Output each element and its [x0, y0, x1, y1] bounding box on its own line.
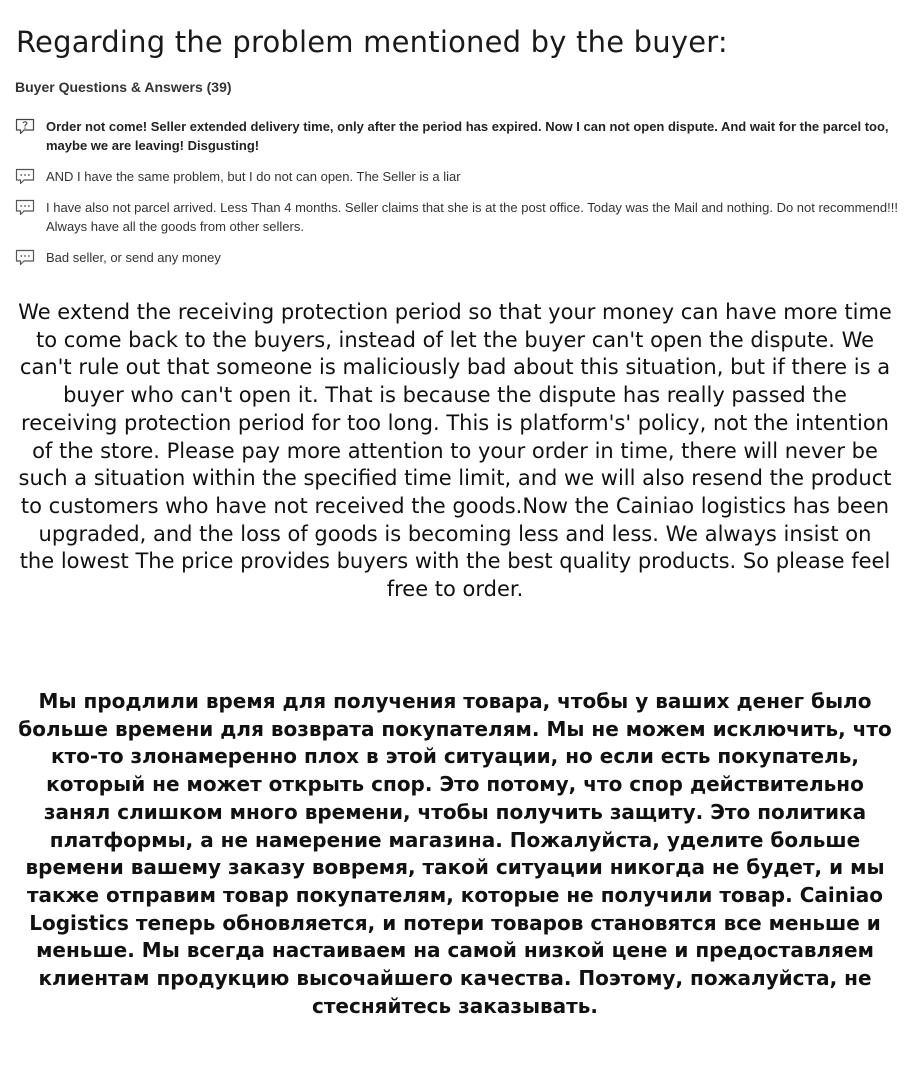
qa-answer-text: AND I have the same problem, but I do not can open. The Seller is a liar	[46, 169, 461, 184]
qa-question	[15, 117, 900, 155]
seller-response-russian: Мы продлили время для получения товара, чтобы у ваших денег было больше времени для возврата покупателям. Мы не можем исключить, что кто-то злонамеренно плох в этой ситуации, но если есть покупатель, который не может открыть спор. Это потому, что спор действительно занял слишком много времени, чтобы получить защиту. Это политика платформы, а не намерение магазина. Пожалуйста, уделите больше времени вашему заказу вовремя, такой ситуации никогда не будет, и мы также отправим товар покупателям, которые не получили товар. Cainiao Logistics теперь обновляется, и потери товаров становятся все меньше и меньше. Мы всегда настаиваем на самой низкой цене и предоставляем клиентам продукцию высочайшего качества. Поэтому, пожалуйста, не стесняйтесь заказывать.	[18, 689, 892, 1018]
seller-response-english: We extend the receiving protection period so that your money can have more time to come back to the buyers, instead of let the buyer can't open the dispute. We can't rule out that someone is maliciously bad about this situation, but if there is a buyer who can't open it. That is because the dispute has really passed the receiving protection period for too long. This is platform's' policy, not the intention of the store. Please pay more attention to your order in time, there will never be such a situation within the specified time limit, and we will also resend the product to customers who have not received the goods.Now the Cainiao logistics has been upgraded, and the loss of goods is becoming less and less. We always insist on the lowest The price provides buyers with the best quality products. So please feel free to order.	[18, 300, 892, 602]
page-heading: Regarding the problem mentioned by the buyer:	[16, 25, 728, 59]
answer-chat-icon	[15, 168, 35, 185]
question-chat-icon	[15, 118, 35, 135]
qa-answer-text: I have also not parcel arrived. Less Than 4 months. Seller claims that she is at the post office. Today was the Mail and nothing. Do not recommend!!! Always have all the goods from other sellers.	[46, 200, 898, 234]
qa-answer-item	[15, 198, 900, 236]
answer-chat-icon	[15, 249, 35, 266]
answer-chat-icon	[15, 199, 35, 216]
qa-question-text: Order not come! Seller extended delivery time, only after the period has expired. Now I can not open dispute. And wait for the parcel too, maybe we are leaving! Disgusting!	[46, 119, 889, 153]
qa-answer-text: Bad seller, or send any money	[46, 250, 221, 265]
buyer-qa-section	[15, 76, 900, 279]
qa-answer-item	[15, 167, 900, 186]
qa-section-title: Buyer Questions & Answers (39)	[15, 79, 232, 95]
qa-answer-item	[15, 248, 900, 267]
